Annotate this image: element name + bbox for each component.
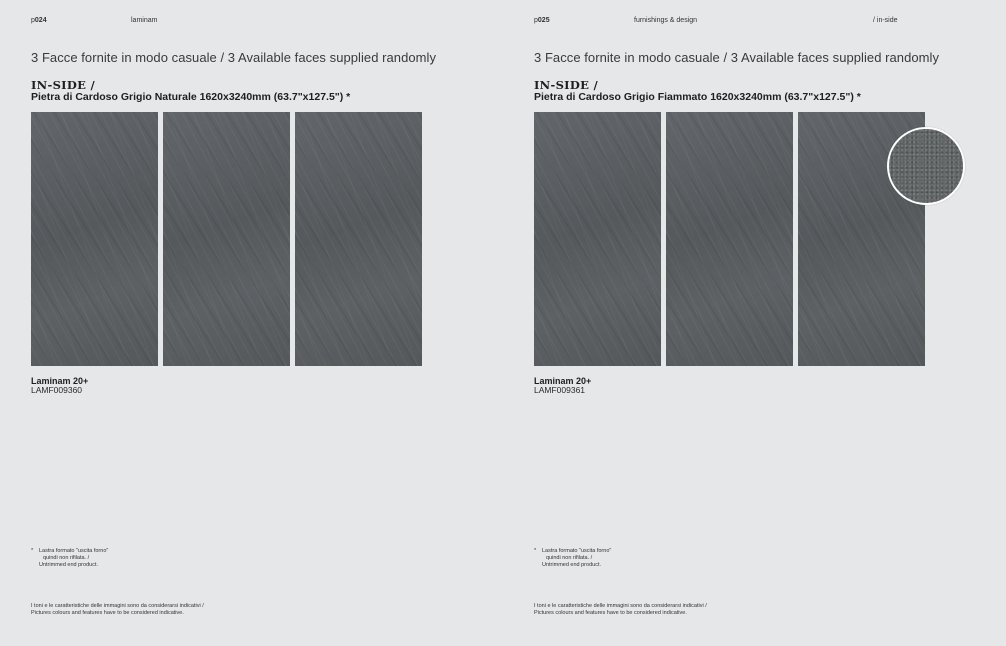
slab-face-2 xyxy=(163,112,290,366)
footnote-star: * xyxy=(31,548,34,554)
footnote-line: Untrimmed end product. xyxy=(542,562,601,568)
disclaimer-line: I toni e le caratteristiche delle immagini sono da considerarsi indicativi / xyxy=(534,603,707,609)
series-name: Laminam 20+ xyxy=(534,376,592,386)
disclaimer-line: I toni e le caratteristiche delle immagini sono da considerarsi indicativi / xyxy=(31,603,204,609)
brand-title: IN-SIDE / xyxy=(31,78,95,92)
footnote xyxy=(31,548,108,569)
collection-tag: / in-side xyxy=(873,17,898,24)
page-number: p025 xyxy=(534,17,550,24)
disclaimer-line: Pictures colours and features have to be considered indicative. xyxy=(31,610,184,616)
footnote xyxy=(534,548,611,569)
product-code: LAMF009361 xyxy=(534,385,586,395)
brand-title: IN-SIDE / xyxy=(534,78,598,92)
slab-face-1 xyxy=(31,112,158,366)
texture-zoom-detail xyxy=(887,127,965,205)
slab-face-3 xyxy=(295,112,422,366)
series-name: Laminam 20+ xyxy=(31,376,89,386)
product-name: Pietra di Cardoso Grigio Naturale 1620x3240mm (63.7"x127.5") * xyxy=(31,91,351,103)
footnote-star: * xyxy=(534,548,537,554)
slab-face-1 xyxy=(534,112,661,366)
footnote-line: Lastra formato "uscita forno" xyxy=(542,548,612,554)
disclaimer xyxy=(31,603,204,617)
disclaimer xyxy=(534,603,707,617)
footnote-line: Untrimmed end product. xyxy=(39,562,98,568)
headline: 3 Facce fornite in modo casuale / 3 Available faces supplied randomly xyxy=(534,50,939,65)
headline: 3 Facce fornite in modo casuale / 3 Available faces supplied randomly xyxy=(31,50,436,65)
product-code: LAMF009360 xyxy=(31,385,83,395)
disclaimer-line: Pictures colours and features have to be considered indicative. xyxy=(534,610,687,616)
right-page xyxy=(503,0,1006,646)
footnote-line: quindi non rifilata. / xyxy=(43,555,90,561)
section-label: furnishings & design xyxy=(634,17,698,24)
section-label: laminam xyxy=(131,17,158,24)
footnote-line: Lastra formato "uscita forno" xyxy=(39,548,109,554)
product-name: Pietra di Cardoso Grigio Fiammato 1620x3240mm (63.7"x127.5") * xyxy=(534,91,861,103)
footnote-line: quindi non rifilata. / xyxy=(546,555,593,561)
slab-face-2 xyxy=(666,112,793,366)
page-number: p024 xyxy=(31,17,47,24)
